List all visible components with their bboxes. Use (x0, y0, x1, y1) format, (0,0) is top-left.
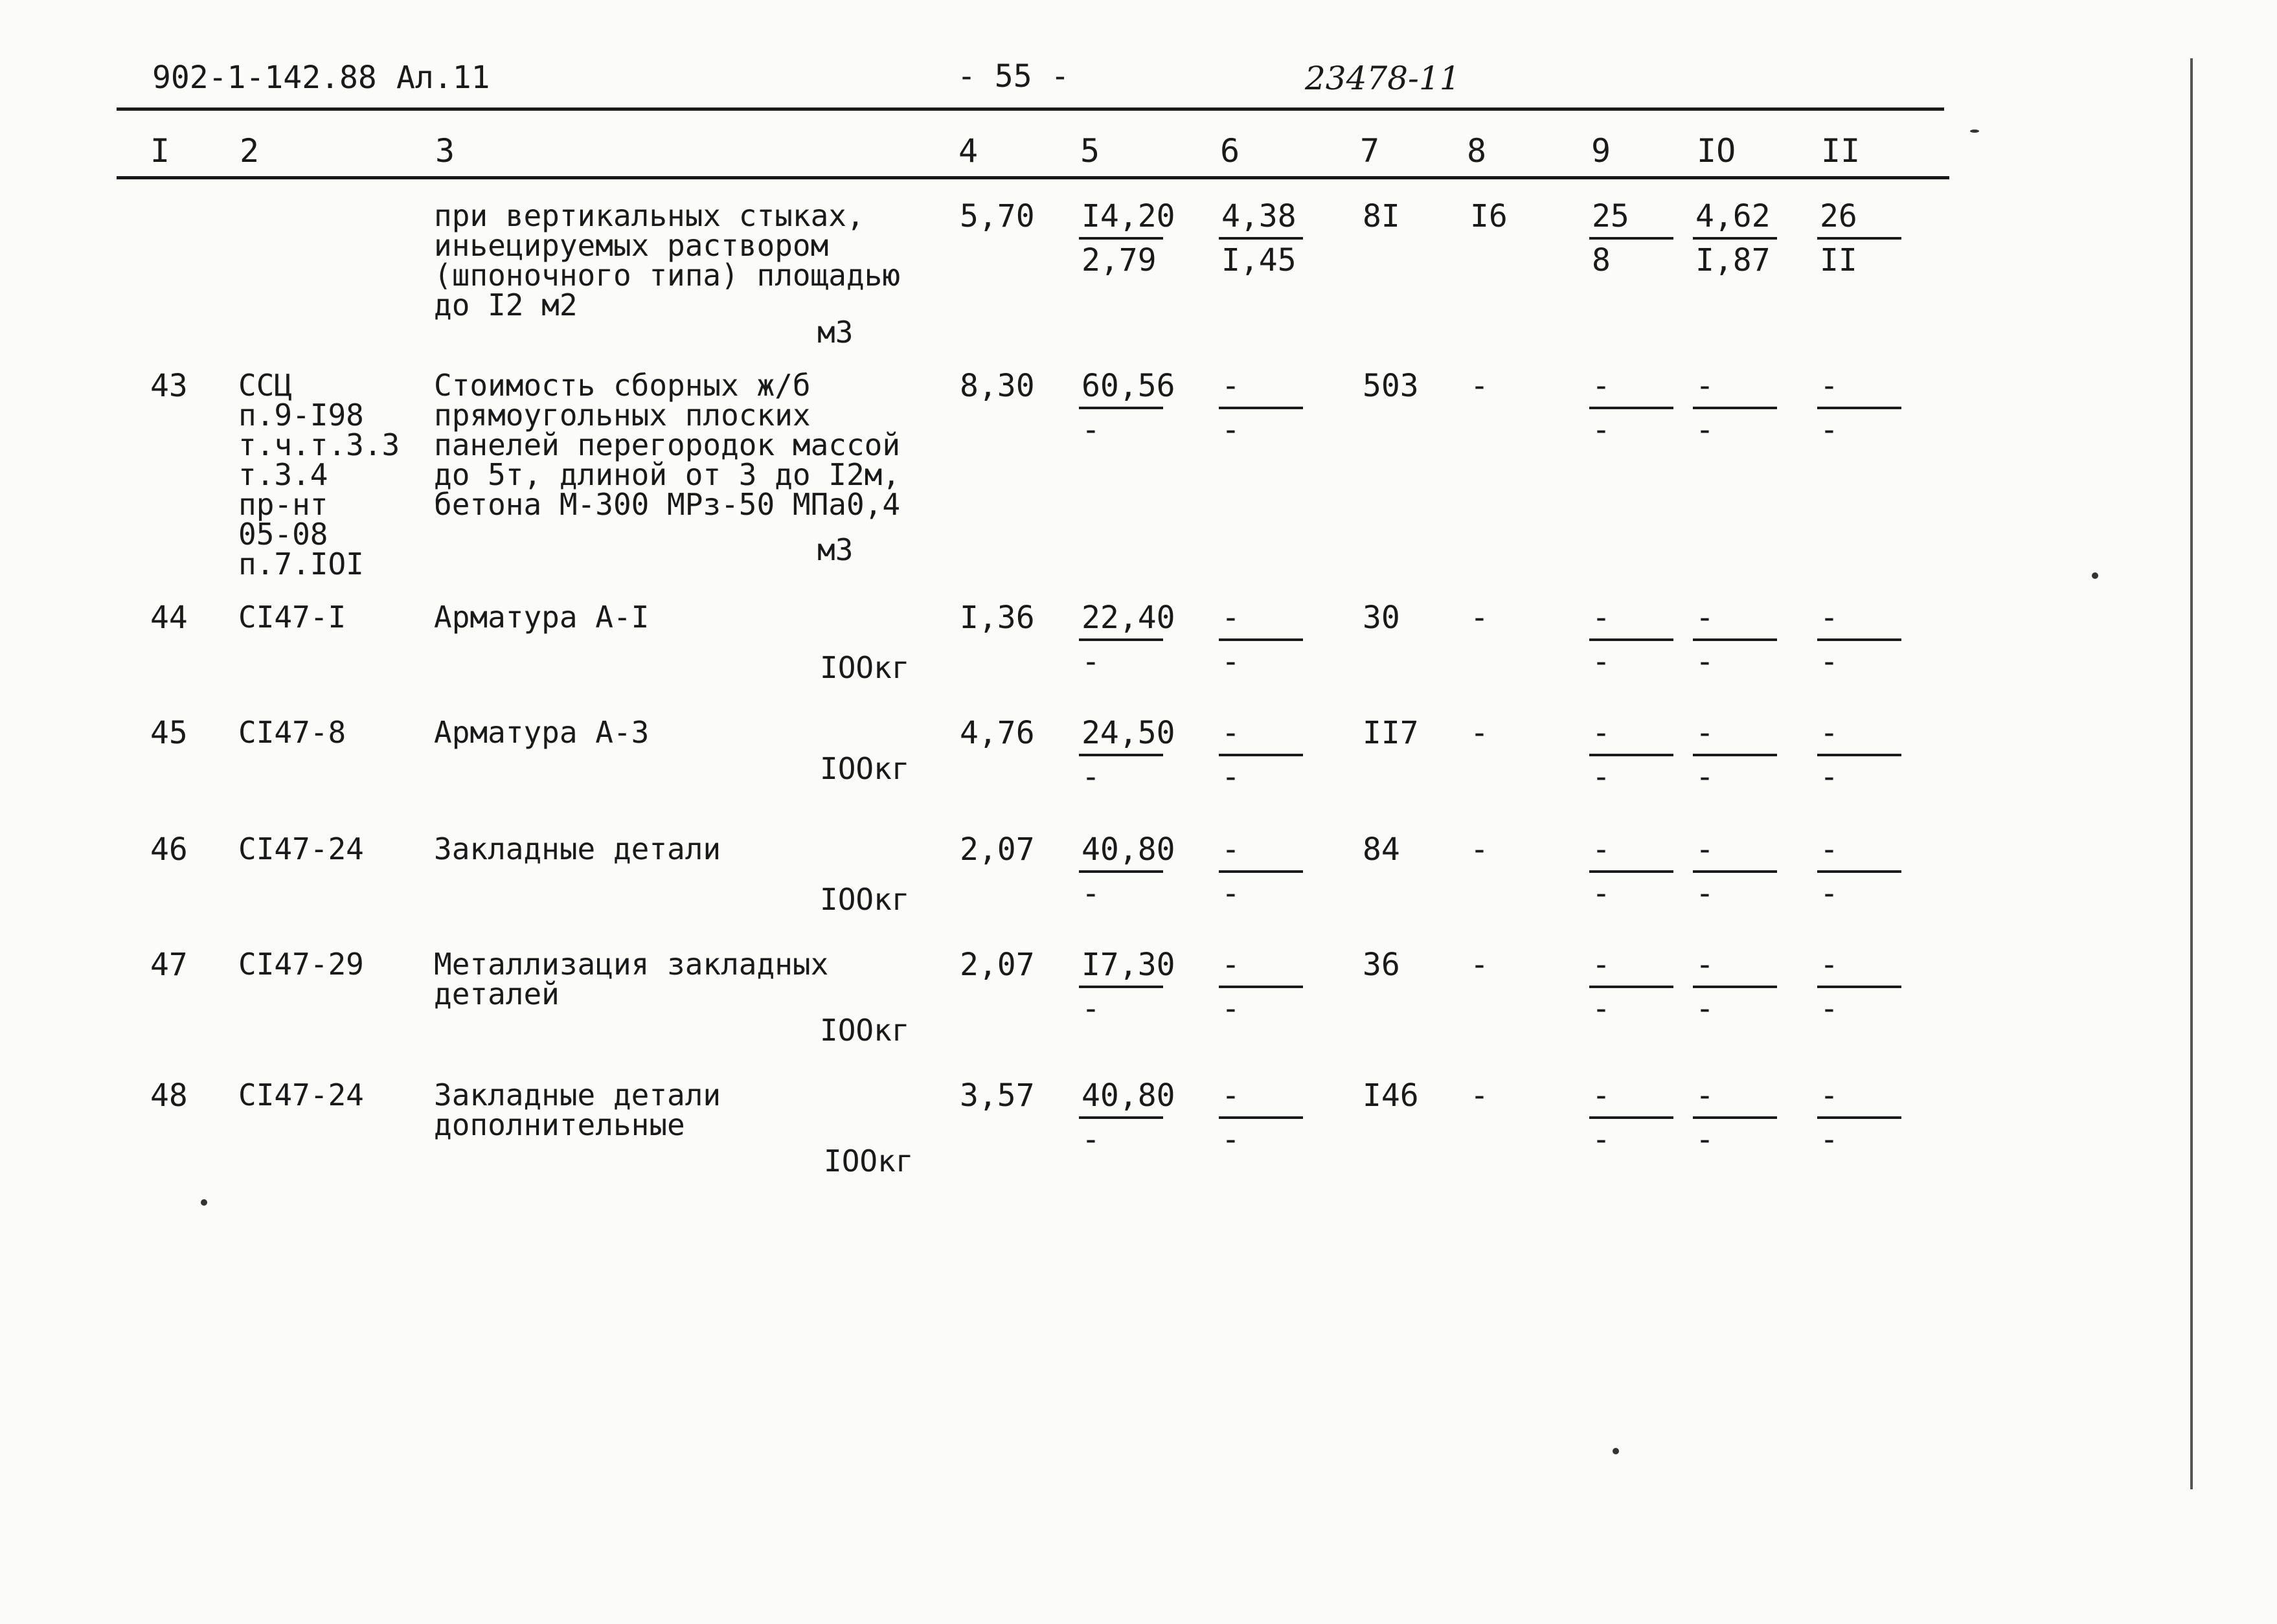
row-number: 45 (150, 715, 188, 751)
fraction-denominator: - (1221, 991, 1240, 1027)
fraction-numerator: - (1589, 602, 1673, 641)
fraction-c5 (1079, 368, 1175, 451)
col-header-3: 3 (435, 132, 455, 170)
value-c8: - (1470, 715, 1489, 751)
fraction-denominator: - (1695, 412, 1714, 448)
fraction-numerator: - (1589, 834, 1673, 873)
value-c7: 84 (1363, 831, 1400, 868)
unit-of-measure: IOOкг (820, 751, 910, 786)
value-c8: - (1470, 947, 1489, 983)
value-c7: 30 (1363, 600, 1400, 636)
scan-speck (1613, 1448, 1619, 1454)
col-header-7: 7 (1360, 132, 1380, 170)
fraction-denominator: - (1221, 875, 1240, 912)
col-header-1: I (150, 132, 170, 170)
fraction-numerator: 26 (1817, 201, 1901, 240)
value-c4: 8,30 (960, 368, 1035, 404)
fraction-c9 (1589, 831, 1673, 914)
album-number: Ал.11 (396, 60, 490, 96)
fraction-denominator: 2,79 (1082, 242, 1157, 278)
work-description: Металлизация закладных деталей (434, 947, 829, 1011)
value-c8: - (1470, 1077, 1489, 1114)
fraction-numerator: 60,56 (1079, 370, 1163, 409)
fraction-numerator: 22,40 (1079, 602, 1163, 641)
value-c8: - (1470, 831, 1489, 868)
header-rule (117, 107, 1944, 111)
row-number: 48 (150, 1077, 188, 1114)
fraction-denominator: - (1221, 412, 1240, 448)
fraction-numerator: 4,62 (1693, 201, 1777, 240)
price-code: CI47-29 (238, 947, 364, 982)
fraction-c11 (1817, 717, 1901, 798)
fraction-denominator: - (1695, 1122, 1714, 1158)
fraction-denominator: I,45 (1221, 242, 1297, 278)
col-header-11: II (1821, 132, 1861, 170)
fraction-c5 (1079, 600, 1175, 682)
fraction-c9 (1589, 602, 1673, 682)
fraction-denominator: - (1082, 1122, 1100, 1158)
fraction-c6 (1219, 370, 1303, 451)
fraction-denominator: - (1820, 644, 1839, 680)
fraction-c10 (1693, 1077, 1777, 1160)
col-header-8: 8 (1467, 132, 1487, 170)
fraction-denominator: - (1695, 644, 1714, 680)
price-code: CI47-8 (238, 715, 346, 750)
scan-speck (201, 1199, 207, 1206)
fraction-numerator: - (1693, 834, 1777, 873)
value-c7: 503 (1363, 368, 1419, 404)
price-code: CI47-24 (238, 1077, 364, 1112)
fraction-numerator: - (1219, 1080, 1303, 1119)
fraction-c10 (1693, 717, 1777, 798)
column-header-rule (117, 176, 1949, 179)
fraction-denominator: - (1592, 875, 1611, 912)
fraction-numerator: 4,38 (1219, 201, 1303, 240)
work-description: Арматура А-3 (434, 715, 650, 750)
page-edge-line (2190, 58, 2193, 1489)
row-number: 46 (150, 831, 188, 868)
fraction-denominator: - (1221, 644, 1240, 680)
fraction-c11 (1817, 949, 1901, 1030)
fraction-numerator: - (1817, 717, 1901, 756)
fraction-numerator: - (1219, 602, 1303, 641)
fraction-numerator: - (1589, 717, 1673, 756)
fraction-denominator: - (1592, 412, 1611, 448)
value-c8: - (1470, 368, 1489, 404)
col-header-10: IO (1697, 132, 1736, 170)
fraction-c9 (1589, 1077, 1673, 1160)
row-number: 44 (150, 600, 188, 636)
col-header-5: 5 (1080, 132, 1100, 170)
work-description: Закладные детали дополнительные (434, 1077, 721, 1142)
fraction-c11 (1817, 831, 1901, 914)
fraction-numerator: - (1817, 370, 1901, 409)
fraction-denominator: II (1820, 242, 1857, 278)
row-number: 43 (150, 368, 188, 404)
fraction-c5 (1079, 198, 1175, 281)
fraction-c9 (1589, 949, 1673, 1030)
fraction-c10 (1693, 198, 1777, 281)
fraction-denominator: - (1695, 991, 1714, 1027)
unit-of-measure: IOOкг (820, 650, 910, 685)
fraction-numerator: 24,50 (1079, 717, 1163, 756)
value-c7: 8I (1363, 198, 1400, 234)
fraction-c9 (1589, 717, 1673, 798)
fraction-c6 (1219, 198, 1303, 281)
row-number: 47 (150, 947, 188, 983)
fraction-denominator: - (1820, 991, 1839, 1027)
work-description: при вертикальных стыках, иньецируемых раствором (шпоночного типа) площадью до I2 м2 (434, 198, 901, 322)
fraction-numerator: - (1219, 370, 1303, 409)
fraction-c5 (1079, 947, 1175, 1030)
fraction-c6 (1219, 717, 1303, 798)
fraction-denominator: - (1695, 759, 1714, 795)
fraction-c11 (1817, 1077, 1901, 1160)
fraction-numerator: - (1589, 949, 1673, 988)
value-c4: 5,70 (960, 198, 1035, 234)
col-header-2: 2 (240, 132, 260, 170)
unit-of-measure: IOOкг (820, 882, 910, 917)
fraction-denominator: - (1820, 1122, 1839, 1158)
fraction-c6 (1219, 831, 1303, 914)
fraction-numerator: 40,80 (1079, 1080, 1163, 1119)
value-c4: 3,57 (960, 1077, 1035, 1114)
fraction-denominator: - (1592, 759, 1611, 795)
value-c7: I46 (1363, 1077, 1419, 1114)
fraction-numerator: - (1219, 949, 1303, 988)
work-description: Арматура А-I (434, 600, 650, 635)
value-c4: 2,07 (960, 947, 1035, 983)
fraction-c11 (1817, 370, 1901, 451)
fraction-c5 (1079, 831, 1175, 914)
fraction-c5 (1079, 1077, 1175, 1160)
fraction-numerator: - (1817, 949, 1901, 988)
fraction-denominator: - (1082, 759, 1100, 795)
fraction-numerator: - (1693, 602, 1777, 641)
fraction-denominator: - (1221, 1122, 1240, 1158)
price-code: CI47-I (238, 600, 346, 635)
fraction-c5 (1079, 715, 1175, 798)
fraction-numerator: I4,20 (1079, 201, 1163, 240)
value-c4: 2,07 (960, 831, 1035, 868)
fraction-c10 (1693, 949, 1777, 1030)
fraction-denominator: - (1695, 875, 1714, 912)
fraction-numerator: - (1589, 370, 1673, 409)
fraction-denominator: - (1082, 875, 1100, 912)
fraction-numerator: - (1693, 370, 1777, 409)
fraction-numerator: - (1693, 1080, 1777, 1119)
scan-speck (1970, 130, 1979, 133)
fraction-numerator: - (1219, 834, 1303, 873)
fraction-numerator: - (1589, 1080, 1673, 1119)
fraction-c11 (1817, 602, 1901, 682)
work-description: Закладные детали (434, 831, 721, 866)
fraction-denominator: - (1082, 991, 1100, 1027)
fraction-c10 (1693, 831, 1777, 914)
col-header-9: 9 (1591, 132, 1611, 170)
fraction-denominator: - (1820, 412, 1839, 448)
fraction-numerator: - (1693, 949, 1777, 988)
unit-of-measure: IOOкг (820, 1013, 910, 1048)
fraction-c9 (1589, 370, 1673, 451)
fraction-denominator: - (1592, 991, 1611, 1027)
fraction-numerator: - (1817, 602, 1901, 641)
work-description: Стоимость сборных ж/б прямоугольных плоских панелей перегородок массой до 5т, длиной от 3 до I2м, бетона М-300 МРз-50 МПа0,4 (434, 368, 901, 522)
fraction-denominator: - (1592, 644, 1611, 680)
value-c4: 4,76 (960, 715, 1035, 751)
fraction-numerator: - (1693, 717, 1777, 756)
fraction-numerator: 25 (1589, 201, 1673, 240)
col-header-6: 6 (1220, 132, 1240, 170)
page-number: - 55 - (957, 58, 1070, 95)
unit-of-measure: IOOкг (824, 1144, 914, 1179)
fraction-c6 (1219, 602, 1303, 682)
inventory-number: 23478-11 (1305, 60, 1460, 97)
fraction-numerator: - (1817, 834, 1901, 873)
fraction-denominator: - (1820, 875, 1839, 912)
value-c8: - (1470, 600, 1489, 636)
col-header-4: 4 (958, 132, 979, 170)
fraction-denominator: - (1820, 759, 1839, 795)
price-code: ССЦ п.9-I98 т.ч.т.3.3 т.3.4 пр-нт 05-08 п.7.IOI (238, 368, 400, 581)
fraction-numerator: - (1817, 1080, 1901, 1119)
document-code: 902-1-142.88 (152, 60, 377, 96)
fraction-c6 (1219, 1077, 1303, 1160)
value-c8: I6 (1470, 198, 1508, 234)
fraction-numerator: - (1219, 717, 1303, 756)
price-code: CI47-24 (238, 831, 364, 866)
value-c4: I,36 (960, 600, 1035, 636)
fraction-c10 (1693, 370, 1777, 451)
fraction-numerator: 40,80 (1079, 834, 1163, 873)
fraction-c11 (1817, 198, 1901, 281)
fraction-denominator: I,87 (1695, 242, 1771, 278)
fraction-denominator: 8 (1592, 242, 1611, 278)
fraction-c9 (1589, 198, 1673, 281)
unit-of-measure: м3 (817, 532, 854, 567)
fraction-denominator: - (1221, 759, 1240, 795)
fraction-denominator: - (1082, 644, 1100, 680)
unit-of-measure: м3 (817, 315, 854, 350)
fraction-denominator: - (1592, 1122, 1611, 1158)
fraction-denominator: - (1082, 412, 1100, 448)
scan-speck (2092, 572, 2098, 579)
fraction-numerator: I7,30 (1079, 949, 1163, 988)
fraction-c6 (1219, 949, 1303, 1030)
value-c7: 36 (1363, 947, 1400, 983)
value-c7: II7 (1363, 715, 1419, 751)
fraction-c10 (1693, 602, 1777, 682)
